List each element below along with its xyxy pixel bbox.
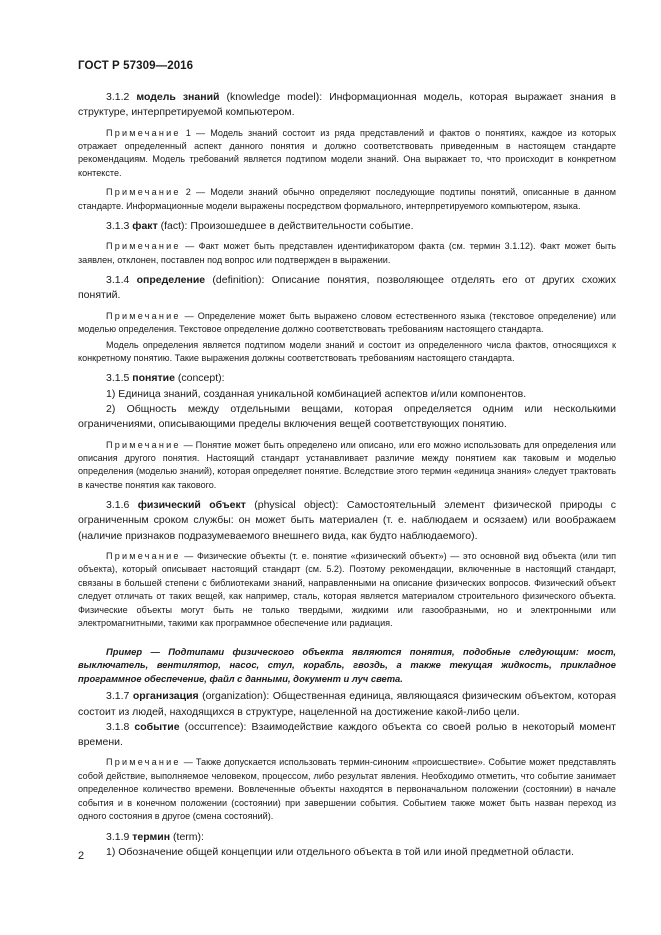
- term-definition: (knowledge model): Информационная модель, которая выражает знания в структуре, интерпретируемой компьютером.: [78, 91, 616, 119]
- term-3-1-4: [78, 273, 616, 304]
- note-label: Примечание: [106, 127, 181, 138]
- term-number: 3.1.9: [106, 830, 130, 843]
- term-number: 3.1.2: [106, 91, 130, 103]
- term-name: событие: [134, 720, 180, 733]
- term-definition: (definition): Описание понятия, позволяющее отделять его от других схожих понятий.: [78, 274, 616, 302]
- term-3-1-7: [78, 689, 616, 720]
- term-number: 3.1.4: [106, 274, 130, 287]
- note: [78, 310, 616, 337]
- term-3-1-8: [78, 720, 616, 751]
- note: [78, 127, 616, 181]
- page-body: [78, 90, 616, 860]
- term-definition: (concept):: [177, 372, 225, 385]
- term-number: 3.1.3: [106, 220, 130, 233]
- note-number: 1: [185, 127, 191, 138]
- term-number: 3.1.6: [106, 499, 130, 512]
- note-text: — Также допускается использовать термин-синоним «происшествие». Событие может представлять собой действие, выполняемое человеком, процессом, либо результат явления. Необходимо отметить, что событие занимает определенное количество времени. Вовлеченные объекты находятся в первоначальном положении (состоянии) в начале события и в конечном положении (состоянии) при завершении события. Событием также может быть назван переход из одного состояния в другое (смена состояний).: [78, 757, 616, 822]
- note-label: Примечание: [106, 187, 181, 198]
- note: [78, 240, 616, 267]
- note-text: — Физические объекты (т. е. понятие «физический объект») — это основной вид объекта (или тип объекта), который описывает настоящий стандарт (см. 5.2). Поэтому рекомендации, включенные в настоящий стандарт, связаны в большей степени с библиотеками знаний, направленными на описание физических вопросов. Физический объект следует отличать от таких вещей, как например, сталь, которая является материалом строительного физического объекта. Физические объекты могут быть не только твердыми, жидкими или газообразными, но и электронными или электромагнитными, такими как программное обеспечение или радиация.: [78, 551, 616, 629]
- term-definition: (physical object): Самостоятельный элемент физической природы с ограниченным сроком службы: он может быть материален (т. е. наблюдаем и осязаем) или воображаем (наличие признаков подразумеваемого внешнего вида, как будто наблюдаемого).: [78, 499, 617, 542]
- term-number: 3.1.7: [106, 690, 130, 703]
- term-name: модель знаний: [136, 91, 220, 103]
- page-number: 2: [78, 850, 85, 862]
- note-label: Примечание: [106, 551, 181, 562]
- term-definition: (term):: [173, 830, 204, 843]
- term-definition: (organization): Общественная единица, являющаяся физическим объектом, которая состоит из людей, находящихся в структуре, нацеленной на достижение какой-либо цели.: [78, 690, 617, 718]
- term-number: 3.1.5: [106, 372, 130, 385]
- note: [78, 550, 616, 630]
- note: [78, 439, 616, 493]
- term-name: физический объект: [137, 499, 246, 512]
- note: [78, 756, 616, 823]
- definition-item: 1) Обозначение общей концепции или отдельного объекта в той или иной предметной области.: [106, 845, 574, 858]
- standard-header: ГОСТ Р 57309—2016: [78, 60, 194, 72]
- term-3-1-2: [78, 90, 616, 121]
- note-label: Примечание: [106, 241, 181, 252]
- term-name: определение: [136, 274, 206, 287]
- note: [78, 186, 616, 213]
- term-3-1-9: [78, 830, 616, 845]
- example: Пример — Подтипами физического объекта являются понятия, подобные следующим: мост, выключатель, вентилятор, насос, стул, корабль, гвоздь, а также текущая жидкость, прикладное программное обеспечение, файл с данными, документ и луч света.: [78, 645, 616, 684]
- note-text: — Модель знаний состоит из ряда представлений и фактов о понятиях, каждое из которых отражает определенный аспект данного понятия и должно соответствовать приведенным в настоящем стандарте рекомендациям. Модель требований является подтипом модели знаний. Она выражает то, что происходит в конкретном контексте.: [78, 127, 617, 178]
- note-text: — Определение может быть выражено словом естественного языка (текстовое определение) или моделью определения. Текстовое определение должно соответствовать требованиям настоящего стандарта.: [78, 310, 616, 335]
- term-number: 3.1.8: [106, 720, 130, 733]
- term-name: факт: [132, 220, 158, 233]
- note-continuation: Модель определения является подтипом модели знаний и состоит из определенного числа фактов, относящихся к конкретному понятию. Такие выражения должны соответствовать требованиям настоящего стандарта.: [78, 339, 616, 363]
- term-definition: (fact): Произошедшее в действительности событие.: [160, 220, 414, 233]
- definition-item: 2) Общность между отдельными вещами, которая определяется одним или несколькими ограничениями, описывающими пределы включения вещей соответствующих понятию.: [78, 402, 616, 431]
- term-3-1-6: [78, 498, 616, 544]
- term-definition: (occurrence): Взаимодействие каждого объекта со своей ролью в некоторый момент времени.: [78, 720, 616, 749]
- note-label: Примечание: [106, 310, 181, 321]
- term-3-1-3: [78, 219, 616, 234]
- term-3-1-5: [78, 371, 616, 386]
- term-name: термин: [132, 830, 171, 843]
- note-label: Примечание: [106, 757, 181, 768]
- term-name: организация: [132, 690, 199, 703]
- note-text: — Модели знаний обычно определяют последующие подтипы понятий, описанные в данном стандарте. Информационные модели выражены посредством формального, интерпретируемого компьютером, языка.: [78, 187, 617, 211]
- definition-item: 1) Единица знаний, созданная уникальной комбинацией аспектов и/или компонентов.: [106, 387, 527, 400]
- note-text: — Понятие может быть определено или описано, или его можно использовать для определения или описания другого понятия. Настоящий стандарт устанавливает различие между понятием как таковым и моделью определения (моделью знаний), которая определяет понятие. Вследствие этого термин «единица знания» следует трактовать в качестве понятия как такового.: [78, 439, 617, 490]
- note-label: Примечание: [106, 439, 181, 450]
- note-number: 2: [185, 187, 191, 198]
- term-name: понятие: [132, 372, 175, 385]
- note-text: — Факт может быть представлен идентификатором факта (см. термин 3.1.12). Факт может быть заявлен, отклонен, поставлен под вопрос или подтвержден в выражении.: [78, 241, 616, 265]
